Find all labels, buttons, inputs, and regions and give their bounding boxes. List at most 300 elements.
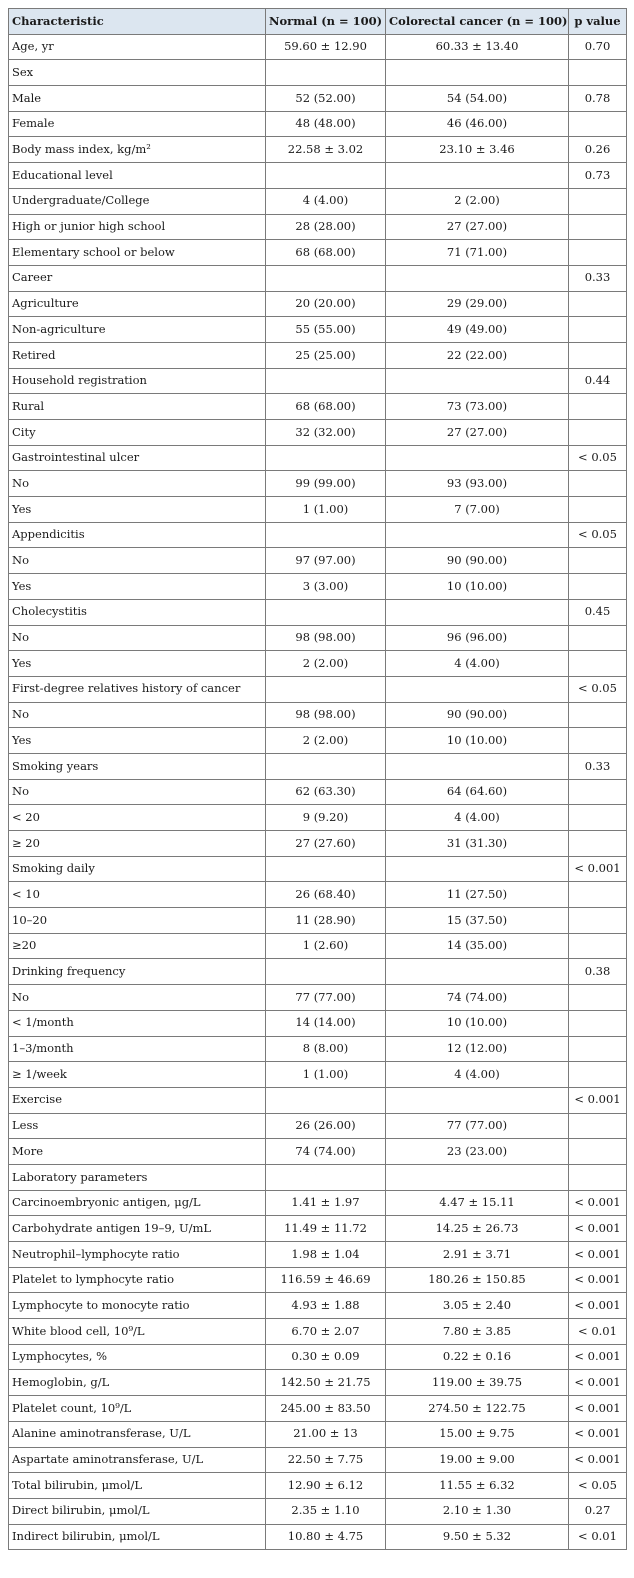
cancer-cell: 93 (93.00): [386, 471, 569, 497]
cancer-cell: [386, 265, 569, 291]
cancer-cell: 7 (7.00): [386, 497, 569, 523]
p-value-cell: < 0.001: [569, 1242, 627, 1268]
table-row: [9, 445, 627, 471]
table-row: [9, 1267, 627, 1293]
table-header: [9, 9, 627, 35]
table-row: [9, 34, 627, 60]
p-value-cell: [569, 933, 627, 959]
characteristic-cell: High or junior high school: [9, 214, 266, 240]
normal-cell: 2 (2.00): [266, 651, 386, 677]
characteristic-cell: No: [9, 779, 266, 805]
table-row: [9, 1498, 627, 1524]
p-value-cell: [569, 317, 627, 343]
cancer-cell: 14.25 ± 26.73: [386, 1216, 569, 1242]
characteristic-cell: ≥ 20: [9, 831, 266, 857]
cancer-cell: [386, 1087, 569, 1113]
p-value-cell: [569, 831, 627, 857]
normal-cell: 6.70 ± 2.07: [266, 1319, 386, 1345]
normal-cell: 0.30 ± 0.09: [266, 1344, 386, 1370]
p-value-cell: [569, 291, 627, 317]
cancer-cell: 2 (2.00): [386, 188, 569, 214]
normal-cell: 68 (68.00): [266, 240, 386, 266]
normal-cell: 25 (25.00): [266, 342, 386, 368]
p-value-cell: < 0.05: [569, 676, 627, 702]
table-row: [9, 651, 627, 677]
normal-cell: [266, 599, 386, 625]
characteristic-cell: Non-agriculture: [9, 317, 266, 343]
p-value-cell: 0.33: [569, 753, 627, 779]
table-row: [9, 111, 627, 137]
p-value-cell: [569, 548, 627, 574]
characteristic-cell: No: [9, 625, 266, 651]
characteristic-cell: Agriculture: [9, 291, 266, 317]
characteristic-cell: Hemoglobin, g/L: [9, 1370, 266, 1396]
normal-cell: 74 (74.00): [266, 1139, 386, 1165]
characteristic-cell: First-degree relatives history of cancer: [9, 676, 266, 702]
normal-cell: 99 (99.00): [266, 471, 386, 497]
characteristic-cell: Retired: [9, 342, 266, 368]
cancer-cell: [386, 368, 569, 394]
table-row: [9, 574, 627, 600]
characteristic-cell: White blood cell, 10⁹/L: [9, 1319, 266, 1345]
normal-cell: [266, 368, 386, 394]
p-value-cell: < 0.001: [569, 1396, 627, 1422]
cancer-cell: 19.00 ± 9.00: [386, 1447, 569, 1473]
characteristic-cell: Yes: [9, 651, 266, 677]
cancer-cell: 90 (90.00): [386, 702, 569, 728]
cancer-cell: 7.80 ± 3.85: [386, 1319, 569, 1345]
characteristic-cell: Undergraduate/College: [9, 188, 266, 214]
characteristic-cell: No: [9, 702, 266, 728]
p-value-cell: [569, 728, 627, 754]
p-value-cell: [569, 342, 627, 368]
table-row: [9, 933, 627, 959]
p-value-cell: < 0.001: [569, 1293, 627, 1319]
p-value-cell: [569, 497, 627, 523]
table-row: [9, 1164, 627, 1190]
p-value-cell: < 0.001: [569, 1216, 627, 1242]
cancer-cell: 90 (90.00): [386, 548, 569, 574]
characteristic-cell: Male: [9, 86, 266, 112]
p-value-cell: < 0.001: [569, 1447, 627, 1473]
table-row: [9, 1087, 627, 1113]
p-value-cell: [569, 111, 627, 137]
cancer-cell: 73 (73.00): [386, 394, 569, 420]
normal-cell: 52 (52.00): [266, 86, 386, 112]
p-value-cell: [569, 625, 627, 651]
table-row: [9, 522, 627, 548]
p-value-cell: [569, 214, 627, 240]
characteristic-cell: City: [9, 420, 266, 446]
normal-cell: 11.49 ± 11.72: [266, 1216, 386, 1242]
normal-cell: 68 (68.00): [266, 394, 386, 420]
normal-cell: 27 (27.60): [266, 831, 386, 857]
cancer-cell: 54 (54.00): [386, 86, 569, 112]
characteristic-cell: Household registration: [9, 368, 266, 394]
p-value-cell: [569, 1062, 627, 1088]
characteristic-cell: Yes: [9, 728, 266, 754]
normal-cell: 55 (55.00): [266, 317, 386, 343]
cancer-cell: 12 (12.00): [386, 1036, 569, 1062]
normal-cell: 1 (1.00): [266, 497, 386, 523]
normal-cell: 20 (20.00): [266, 291, 386, 317]
normal-cell: [266, 959, 386, 985]
characteristic-cell: Smoking daily: [9, 856, 266, 882]
characteristic-cell: Appendicitis: [9, 522, 266, 548]
p-value-cell: [569, 1036, 627, 1062]
normal-cell: 12.90 ± 6.12: [266, 1473, 386, 1499]
cancer-cell: 29 (29.00): [386, 291, 569, 317]
normal-cell: 28 (28.00): [266, 214, 386, 240]
characteristic-cell: Exercise: [9, 1087, 266, 1113]
p-value-cell: 0.70: [569, 34, 627, 60]
cancer-cell: 10 (10.00): [386, 1010, 569, 1036]
p-value-cell: [569, 188, 627, 214]
p-value-cell: 0.78: [569, 86, 627, 112]
characteristic-cell: ≥ 1/week: [9, 1062, 266, 1088]
normal-cell: 98 (98.00): [266, 625, 386, 651]
normal-cell: [266, 676, 386, 702]
table-row: [9, 188, 627, 214]
cancer-cell: 15.00 ± 9.75: [386, 1421, 569, 1447]
table-row: [9, 137, 627, 163]
normal-cell: 4.93 ± 1.88: [266, 1293, 386, 1319]
characteristic-cell: < 20: [9, 805, 266, 831]
normal-cell: 2.35 ± 1.10: [266, 1498, 386, 1524]
table-row: [9, 60, 627, 86]
characteristic-cell: < 1/month: [9, 1010, 266, 1036]
p-value-cell: [569, 882, 627, 908]
p-value-cell: < 0.01: [569, 1524, 627, 1550]
normal-cell: 21.00 ± 13: [266, 1421, 386, 1447]
table-body: [9, 34, 627, 1550]
cancer-cell: 9.50 ± 5.32: [386, 1524, 569, 1550]
characteristic-cell: Cholecystitis: [9, 599, 266, 625]
cancer-cell: 119.00 ± 39.75: [386, 1370, 569, 1396]
table-row: [9, 1344, 627, 1370]
table-row: [9, 959, 627, 985]
characteristic-cell: Direct bilirubin, μmol/L: [9, 1498, 266, 1524]
p-value-cell: 0.73: [569, 163, 627, 189]
table-row: [9, 1447, 627, 1473]
characteristic-cell: 10–20: [9, 908, 266, 934]
table-row: [9, 805, 627, 831]
p-value-cell: < 0.001: [569, 856, 627, 882]
normal-cell: 59.60 ± 12.90: [266, 34, 386, 60]
characteristic-cell: Total bilirubin, μmol/L: [9, 1473, 266, 1499]
p-value-cell: < 0.001: [569, 1344, 627, 1370]
p-value-cell: [569, 471, 627, 497]
table-row: [9, 394, 627, 420]
table-row: [9, 702, 627, 728]
characteristic-cell: Neutrophil–lymphocyte ratio: [9, 1242, 266, 1268]
cancer-cell: 4 (4.00): [386, 805, 569, 831]
table-row: [9, 214, 627, 240]
cancer-cell: [386, 856, 569, 882]
cancer-cell: [386, 60, 569, 86]
characteristic-cell: Career: [9, 265, 266, 291]
cancer-cell: 22 (22.00): [386, 342, 569, 368]
characteristic-cell: Yes: [9, 497, 266, 523]
characteristic-cell: Age, yr: [9, 34, 266, 60]
cancer-cell: 3.05 ± 2.40: [386, 1293, 569, 1319]
characteristic-cell: ≥20: [9, 933, 266, 959]
table-row: [9, 1139, 627, 1165]
table-row: [9, 1396, 627, 1422]
table-row: [9, 86, 627, 112]
table-row: [9, 368, 627, 394]
header-colorectal-cancer: Colorectal cancer (n = 100): [386, 9, 569, 35]
p-value-cell: < 0.001: [569, 1267, 627, 1293]
cancer-cell: 27 (27.00): [386, 214, 569, 240]
normal-cell: 10.80 ± 4.75: [266, 1524, 386, 1550]
characteristic-cell: Carcinoembryonic antigen, μg/L: [9, 1190, 266, 1216]
table-row: [9, 728, 627, 754]
characteristic-cell: 1–3/month: [9, 1036, 266, 1062]
characteristic-cell: Female: [9, 111, 266, 137]
table-row: [9, 985, 627, 1011]
characteristic-cell: Alanine aminotransferase, U/L: [9, 1421, 266, 1447]
cancer-cell: 71 (71.00): [386, 240, 569, 266]
table-row: [9, 291, 627, 317]
normal-cell: [266, 60, 386, 86]
p-value-cell: [569, 574, 627, 600]
cancer-cell: 10 (10.00): [386, 574, 569, 600]
table-row: [9, 1473, 627, 1499]
cancer-cell: 2.10 ± 1.30: [386, 1498, 569, 1524]
table-row: [9, 497, 627, 523]
table-row: [9, 676, 627, 702]
table-row: [9, 1370, 627, 1396]
cancer-cell: [386, 1164, 569, 1190]
characteristic-cell: Indirect bilirubin, μmol/L: [9, 1524, 266, 1550]
header-row: [9, 9, 627, 35]
table-row: [9, 779, 627, 805]
p-value-cell: [569, 985, 627, 1011]
p-value-cell: < 0.01: [569, 1319, 627, 1345]
characteristic-cell: Yes: [9, 574, 266, 600]
table-row: [9, 625, 627, 651]
normal-cell: 8 (8.00): [266, 1036, 386, 1062]
normal-cell: 14 (14.00): [266, 1010, 386, 1036]
characteristic-cell: Lymphocytes, %: [9, 1344, 266, 1370]
cancer-cell: 0.22 ± 0.16: [386, 1344, 569, 1370]
characteristic-cell: Less: [9, 1113, 266, 1139]
characteristic-cell: Smoking years: [9, 753, 266, 779]
normal-cell: 77 (77.00): [266, 985, 386, 1011]
normal-cell: 4 (4.00): [266, 188, 386, 214]
characteristic-cell: Platelet to lymphocyte ratio: [9, 1267, 266, 1293]
normal-cell: 9 (9.20): [266, 805, 386, 831]
normal-cell: 62 (63.30): [266, 779, 386, 805]
cancer-cell: 11 (27.50): [386, 882, 569, 908]
table-row: [9, 1293, 627, 1319]
table-row: [9, 1421, 627, 1447]
characteristic-cell: Platelet count, 10⁹/L: [9, 1396, 266, 1422]
cancer-cell: [386, 959, 569, 985]
p-value-cell: [569, 420, 627, 446]
p-value-cell: [569, 805, 627, 831]
p-value-cell: < 0.05: [569, 522, 627, 548]
normal-cell: 11 (28.90): [266, 908, 386, 934]
cancer-cell: 4.47 ± 15.11: [386, 1190, 569, 1216]
cancer-cell: [386, 522, 569, 548]
table-row: [9, 1113, 627, 1139]
cancer-cell: 23.10 ± 3.46: [386, 137, 569, 163]
cancer-cell: [386, 163, 569, 189]
cancer-cell: 274.50 ± 122.75: [386, 1396, 569, 1422]
characteristic-cell: Lymphocyte to monocyte ratio: [9, 1293, 266, 1319]
p-value-cell: [569, 702, 627, 728]
cancer-cell: 4 (4.00): [386, 1062, 569, 1088]
cancer-cell: 49 (49.00): [386, 317, 569, 343]
cancer-cell: 4 (4.00): [386, 651, 569, 677]
table-row: [9, 317, 627, 343]
normal-cell: 1 (2.60): [266, 933, 386, 959]
normal-cell: 3 (3.00): [266, 574, 386, 600]
table-row: [9, 599, 627, 625]
header-p-value: p value: [569, 9, 627, 35]
table-row: [9, 548, 627, 574]
p-value-cell: [569, 1010, 627, 1036]
characteristic-cell: Elementary school or below: [9, 240, 266, 266]
normal-cell: 48 (48.00): [266, 111, 386, 137]
p-value-cell: [569, 908, 627, 934]
table-row: [9, 1062, 627, 1088]
cancer-cell: 2.91 ± 3.71: [386, 1242, 569, 1268]
normal-cell: [266, 445, 386, 471]
table-row: [9, 1216, 627, 1242]
normal-cell: 245.00 ± 83.50: [266, 1396, 386, 1422]
characteristic-cell: Gastrointestinal ulcer: [9, 445, 266, 471]
characteristic-cell: Rural: [9, 394, 266, 420]
header-normal: Normal (n = 100): [266, 9, 386, 35]
p-value-cell: 0.33: [569, 265, 627, 291]
table-row: [9, 1010, 627, 1036]
characteristic-cell: Body mass index, kg/m²: [9, 137, 266, 163]
characteristic-cell: Sex: [9, 60, 266, 86]
table-row: [9, 471, 627, 497]
p-value-cell: < 0.001: [569, 1370, 627, 1396]
p-value-cell: [569, 60, 627, 86]
p-value-cell: [569, 240, 627, 266]
cancer-cell: 46 (46.00): [386, 111, 569, 137]
cancer-cell: 23 (23.00): [386, 1139, 569, 1165]
normal-cell: 26 (68.40): [266, 882, 386, 908]
normal-cell: 142.50 ± 21.75: [266, 1370, 386, 1396]
p-value-cell: < 0.001: [569, 1087, 627, 1113]
cancer-cell: [386, 676, 569, 702]
characteristic-cell: More: [9, 1139, 266, 1165]
characteristic-cell: No: [9, 471, 266, 497]
table-row: [9, 856, 627, 882]
table-row: [9, 831, 627, 857]
normal-cell: 22.50 ± 7.75: [266, 1447, 386, 1473]
cancer-cell: 14 (35.00): [386, 933, 569, 959]
characteristic-cell: Laboratory parameters: [9, 1164, 266, 1190]
normal-cell: 98 (98.00): [266, 702, 386, 728]
normal-cell: [266, 1087, 386, 1113]
p-value-cell: < 0.05: [569, 1473, 627, 1499]
characteristic-cell: No: [9, 548, 266, 574]
cancer-cell: 27 (27.00): [386, 420, 569, 446]
table-row: [9, 1036, 627, 1062]
characteristic-cell: No: [9, 985, 266, 1011]
normal-cell: [266, 522, 386, 548]
normal-cell: 2 (2.00): [266, 728, 386, 754]
characteristic-cell: Carbohydrate antigen 19–9, U/mL: [9, 1216, 266, 1242]
table-row: [9, 1242, 627, 1268]
normal-cell: 116.59 ± 46.69: [266, 1267, 386, 1293]
normal-cell: 22.58 ± 3.02: [266, 137, 386, 163]
table-row: [9, 908, 627, 934]
p-value-cell: < 0.05: [569, 445, 627, 471]
normal-cell: 1 (1.00): [266, 1062, 386, 1088]
normal-cell: 26 (26.00): [266, 1113, 386, 1139]
cancer-cell: 11.55 ± 6.32: [386, 1473, 569, 1499]
cancer-cell: 31 (31.30): [386, 831, 569, 857]
cancer-cell: 15 (37.50): [386, 908, 569, 934]
cancer-cell: [386, 599, 569, 625]
table-row: [9, 240, 627, 266]
normal-cell: [266, 856, 386, 882]
p-value-cell: 0.45: [569, 599, 627, 625]
table-row: [9, 1319, 627, 1345]
characteristic-cell: Aspartate aminotransferase, U/L: [9, 1447, 266, 1473]
p-value-cell: 0.38: [569, 959, 627, 985]
p-value-cell: [569, 651, 627, 677]
normal-cell: [266, 265, 386, 291]
normal-cell: 97 (97.00): [266, 548, 386, 574]
p-value-cell: 0.26: [569, 137, 627, 163]
table-row: [9, 342, 627, 368]
cancer-cell: 96 (96.00): [386, 625, 569, 651]
table-row: [9, 163, 627, 189]
table-row: [9, 1190, 627, 1216]
table-row: [9, 753, 627, 779]
normal-cell: [266, 1164, 386, 1190]
cancer-cell: 180.26 ± 150.85: [386, 1267, 569, 1293]
cancer-cell: 10 (10.00): [386, 728, 569, 754]
cancer-cell: [386, 445, 569, 471]
characteristics-table: [8, 8, 627, 1550]
normal-cell: [266, 753, 386, 779]
normal-cell: 32 (32.00): [266, 420, 386, 446]
cancer-cell: 77 (77.00): [386, 1113, 569, 1139]
p-value-cell: [569, 394, 627, 420]
p-value-cell: 0.44: [569, 368, 627, 394]
p-value-cell: < 0.001: [569, 1190, 627, 1216]
p-value-cell: [569, 1113, 627, 1139]
table-row: [9, 882, 627, 908]
table-row: [9, 420, 627, 446]
normal-cell: 1.98 ± 1.04: [266, 1242, 386, 1268]
p-value-cell: [569, 1139, 627, 1165]
table-row: [9, 265, 627, 291]
characteristic-cell: Drinking frequency: [9, 959, 266, 985]
characteristic-cell: < 10: [9, 882, 266, 908]
p-value-cell: [569, 779, 627, 805]
characteristic-cell: Educational level: [9, 163, 266, 189]
p-value-cell: 0.27: [569, 1498, 627, 1524]
cancer-cell: [386, 753, 569, 779]
p-value-cell: [569, 1164, 627, 1190]
p-value-cell: < 0.001: [569, 1421, 627, 1447]
cancer-cell: 74 (74.00): [386, 985, 569, 1011]
normal-cell: [266, 163, 386, 189]
header-characteristic: Characteristic: [9, 9, 266, 35]
cancer-cell: 64 (64.60): [386, 779, 569, 805]
